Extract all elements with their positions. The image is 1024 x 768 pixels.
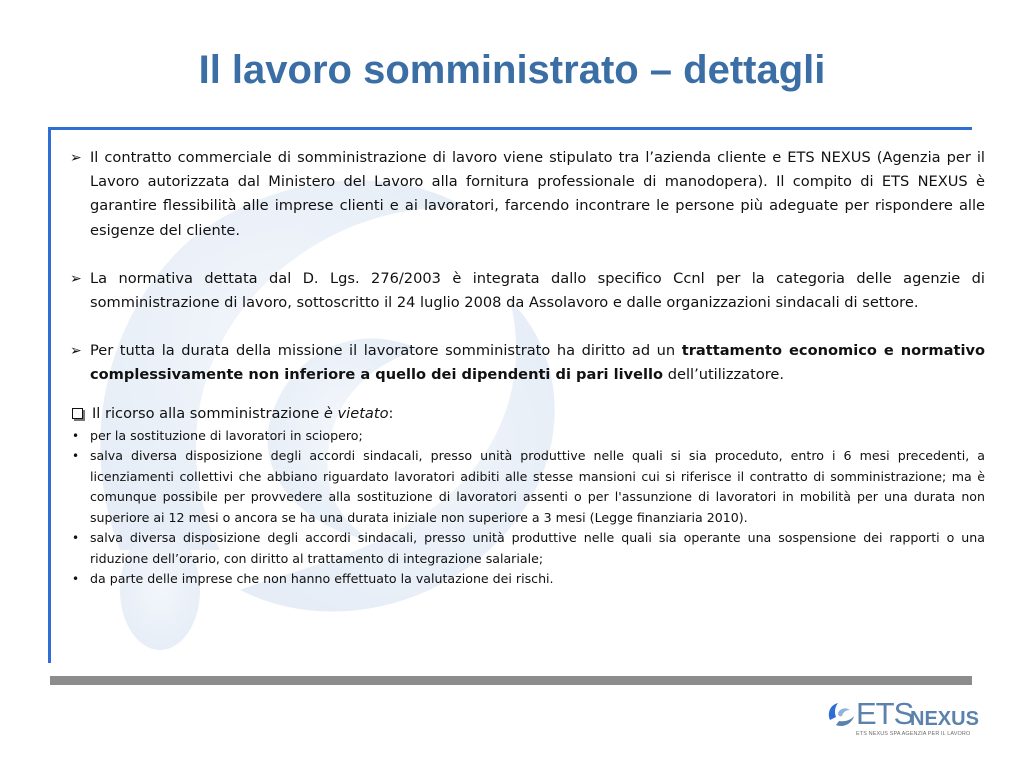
list-item-text: per la sostituzione di lavoratori in sciopero; xyxy=(90,427,363,443)
list-item-text: da parte delle imprese che non hanno effettuato la valutazione dei rischi. xyxy=(90,571,554,587)
content-area xyxy=(70,146,985,590)
bullet-dot-icon: • xyxy=(72,531,80,546)
arrow-bullet-icon: ➢ xyxy=(70,343,82,360)
top-divider xyxy=(50,127,972,130)
swirl-logo-icon xyxy=(826,700,856,728)
list-item xyxy=(70,569,985,590)
paragraph-regulation-text: La normativa dettata dal D. Lgs. 276/2003 è integrata dallo specifico Ccnl per la categoria delle agenzie di somministrazione di lavoro, sottoscritto il 24 luglio 2008 da Assolavoro e dalle organizzazioni sindacali di settore. xyxy=(90,269,985,312)
list-item xyxy=(70,426,985,447)
logo-ets-text: ETS xyxy=(856,696,914,731)
checkbox-square-bullet-icon xyxy=(70,402,88,427)
list-item-text: salva diversa disposizione degli accordi sindacali, presso unità produttive nelle quali sia operante una sospensione dei rapporti o una riduzione dell’orario, con diritto al trattamento di integrazione salariale; xyxy=(90,530,985,566)
paragraph-rights-text-end: dell’utilizzatore. xyxy=(663,366,785,384)
paragraph-contract xyxy=(70,146,985,243)
prohibition-heading-lead: Il ricorso alla somministrazione xyxy=(92,404,324,422)
bullet-dot-icon: • xyxy=(72,449,80,464)
logo-nexus-text: NEXUS xyxy=(910,708,979,730)
paragraph-rights-text-bold: trattamento economico e normativo complessivamente non inferiore a quello dei dipendenti di pari livello xyxy=(90,342,985,384)
left-divider xyxy=(48,127,51,663)
ets-nexus-logo xyxy=(826,696,979,742)
bullet-dot-icon: • xyxy=(72,572,80,587)
list-item-text: salva diversa disposizione degli accordi sindacali, presso unità produttive nelle quali si sia proceduto, entro i 6 mesi precedenti, a licenziamenti collettivi che abbiano riguardato lavoratori adibiti alle stesse mansioni cui si riferisce il contratto di somministrazione; ma è comunque possibile per provvedere alla sostituzione di lavoratori assenti o per l'assunzione di lavoratori in mobilità per una durata non superiore ai 12 mesi o ancora se ha una durata iniziale non superiore a 3 mesi (Legge finanziaria 2010). xyxy=(90,448,985,525)
prohibition-heading-emphasis: è vietato xyxy=(323,404,389,422)
arrow-bullet-icon: ➢ xyxy=(70,150,82,166)
prohibition-heading-colon: : xyxy=(388,404,394,422)
list-item xyxy=(70,446,985,528)
page-title: Il lavoro somministrato – dettagli xyxy=(198,48,826,92)
prohibition-list xyxy=(70,426,985,590)
paragraph-rights xyxy=(70,339,985,387)
paragraph-rights-text-start: Per tutta la durata della missione il lavoratore somministrato ha diritto ad un xyxy=(90,342,682,360)
paragraph-regulation xyxy=(70,267,985,315)
paragraph-contract-text: Il contratto commerciale di somministrazione di lavoro viene stipulato tra l’azienda cliente e ETS NEXUS (Agenzia per il Lavoro autorizzata dal Ministero del Lavoro alla fornitura professionale di manodopera). Il compito di ETS NEXUS è garantire flessibilità alle imprese clienti e ai lavoratori, farcendo incontrare le persone più adeguate per rispondere alle esigenze del cliente. xyxy=(90,149,985,239)
logo-tagline: ETS NEXUS SPA AGENZIA PER IL LAVORO xyxy=(856,731,971,737)
bullet-dot-icon: • xyxy=(72,428,80,443)
list-item xyxy=(70,528,985,569)
footer-bar xyxy=(50,676,972,685)
prohibition-heading xyxy=(70,402,985,426)
arrow-bullet-icon: ➢ xyxy=(70,270,82,287)
